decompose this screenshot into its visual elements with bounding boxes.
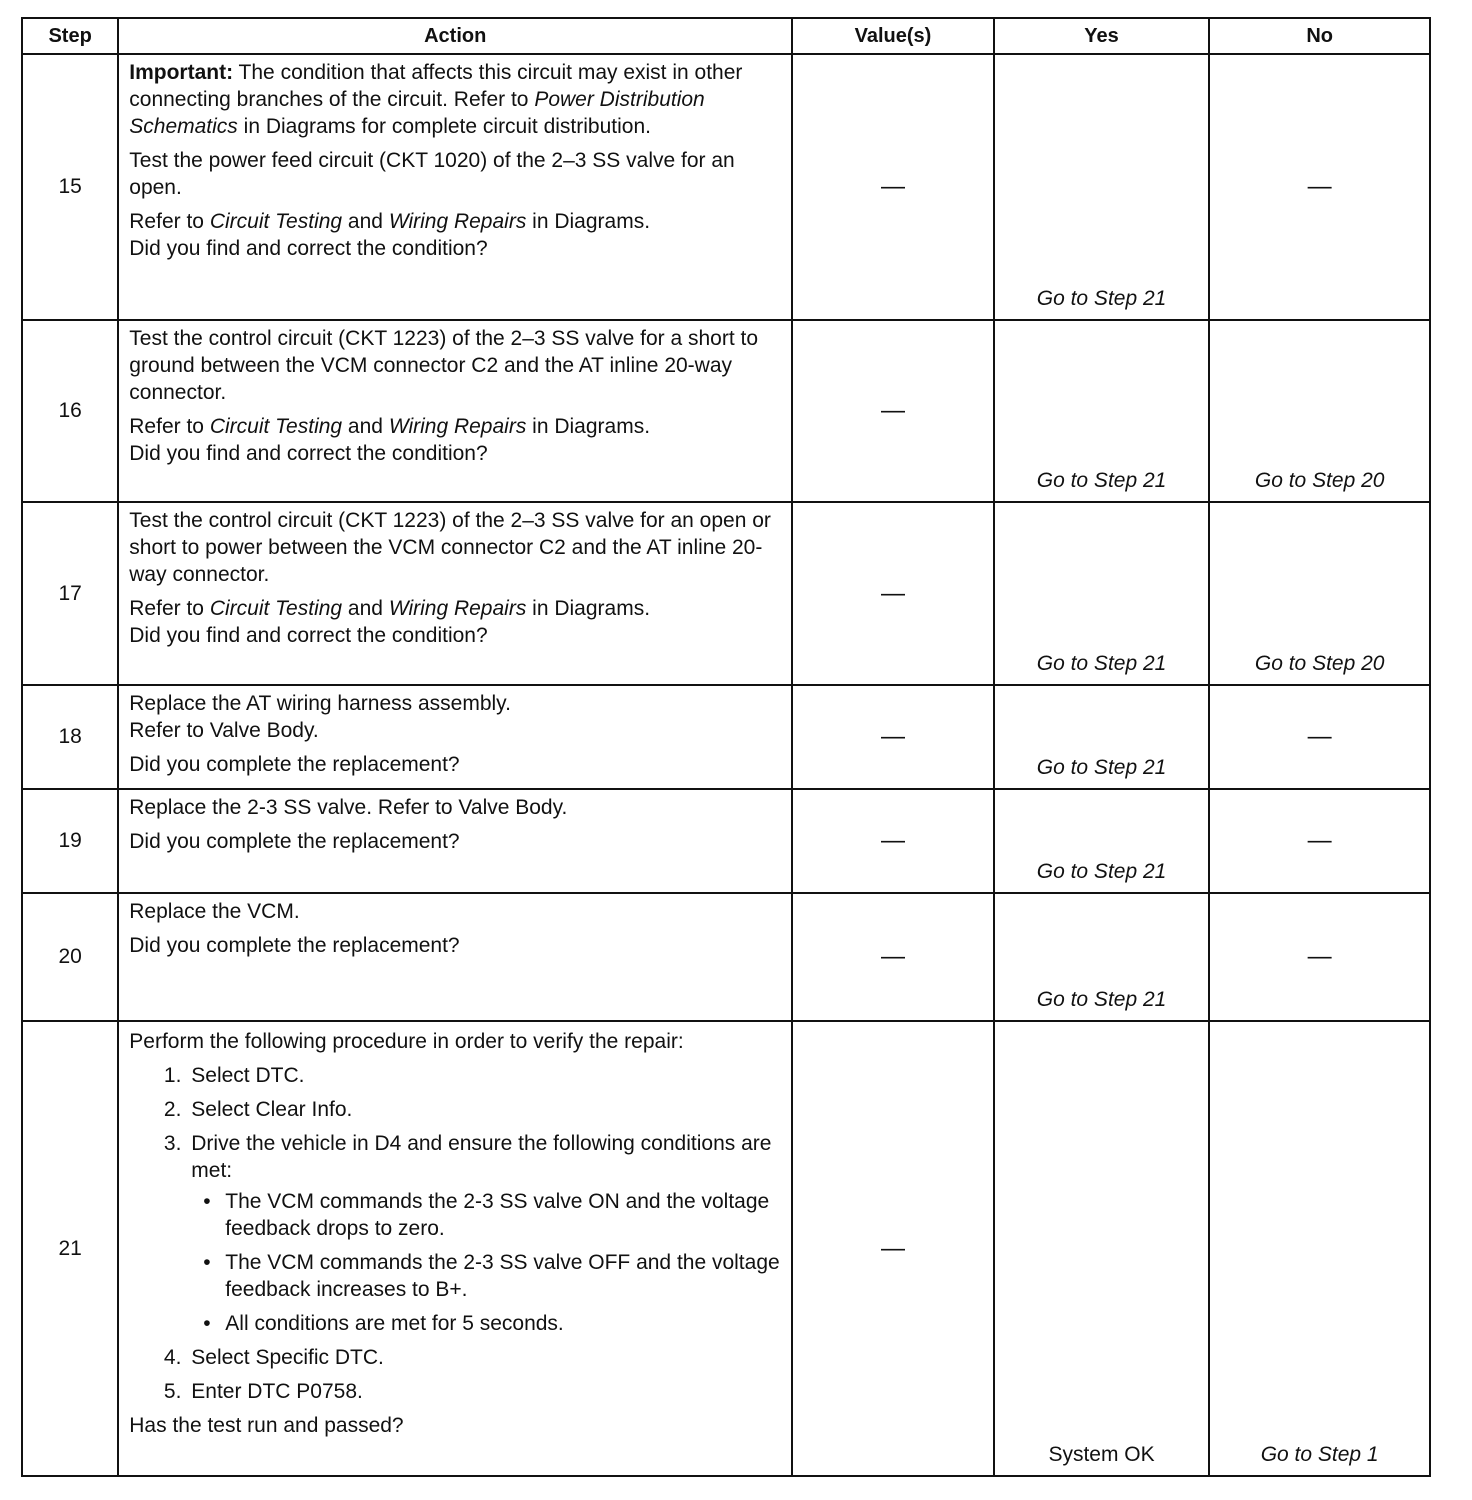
action-cell: [118, 685, 792, 789]
step-number: 18: [22, 685, 118, 789]
reference-link: Wiring Repairs: [388, 597, 527, 620]
procedure-steps: [129, 1062, 783, 1405]
value-cell: —: [792, 685, 994, 789]
list-item: • The VCM commands the 2-3 SS valve OFF and the voltage feedback increases to B+.: [223, 1249, 783, 1303]
question-text: Has the test run and passed?: [129, 1414, 404, 1437]
refer-and: and: [342, 597, 389, 620]
diagnostic-table: [21, 17, 1431, 1477]
value-cell: —: [792, 1021, 994, 1476]
list-item: [187, 1130, 783, 1337]
list-item: 1. Select DTC.: [187, 1062, 783, 1089]
reference-link: Wiring Repairs: [388, 415, 527, 438]
header-action: Action: [118, 18, 792, 54]
reference-link: Power Distribution Schematics: [129, 88, 705, 138]
header-yes: Yes: [994, 18, 1210, 54]
action-text: Test the control circuit (CKT 1223) of the 2–3 SS valve for a short to ground between the VCM connector C2 and the AT inline 20-way connector.: [129, 327, 759, 404]
list-item: • The VCM commands the 2-3 SS valve ON and the voltage feedback drops to zero.: [223, 1188, 783, 1242]
table-row: [22, 685, 1430, 789]
step-number: 19: [22, 789, 118, 893]
step-number: 17: [22, 502, 118, 685]
list-item: 4. Select Specific DTC.: [187, 1344, 783, 1371]
question-text: Did you find and correct the condition?: [129, 237, 488, 260]
question-text: Did you complete the replacement?: [129, 830, 460, 853]
refer-prefix: Refer to: [129, 415, 210, 438]
header-step: Step: [22, 18, 118, 54]
table-row: [22, 1021, 1430, 1476]
reference-link: Circuit Testing: [209, 415, 343, 438]
refer-and: and: [342, 210, 389, 233]
value-cell: —: [792, 320, 994, 502]
action-text: Perform the following procedure in order to verify the repair:: [129, 1030, 684, 1053]
yes-cell: Go to Step 21: [994, 893, 1210, 1021]
refer-text: [129, 595, 783, 622]
action-text: Replace the VCM.: [129, 900, 300, 923]
table-row: [22, 502, 1430, 685]
question-text: Did you complete the replacement?: [129, 753, 460, 776]
no-cell: —: [1209, 893, 1430, 1021]
yes-cell: Go to Step 21: [994, 54, 1210, 320]
action-text: Replace the 2-3 SS valve. Refer to Valve Body.: [129, 796, 568, 819]
no-cell: Go to Step 20: [1209, 502, 1430, 685]
list-item-text: Drive the vehicle in D4 and ensure the following conditions are met:: [191, 1132, 772, 1182]
action-text: Test the control circuit (CKT 1223) of the 2–3 SS valve for an open or short to power between the VCM connector C2 and the AT inline 20-way connector.: [129, 509, 771, 586]
no-cell: —: [1209, 54, 1430, 320]
value-cell: —: [792, 502, 994, 685]
value-cell: —: [792, 54, 994, 320]
step-number: 21: [22, 1021, 118, 1476]
condition-list: [191, 1188, 783, 1337]
value-cell: —: [792, 893, 994, 1021]
list-item: • All conditions are met for 5 seconds.: [223, 1310, 783, 1337]
action-cell: [118, 54, 792, 320]
value-cell: —: [792, 789, 994, 893]
action-text: Replace the AT wiring harness assembly.: [129, 692, 511, 715]
important-label: Important:: [129, 61, 234, 84]
header-values: Value(s): [792, 18, 994, 54]
yes-cell: System OK: [994, 1021, 1210, 1476]
action-cell: [118, 1021, 792, 1476]
refer-text: Refer to Valve Body.: [129, 719, 319, 742]
list-item: 5. Enter DTC P0758.: [187, 1378, 783, 1405]
note-tail: in Diagrams for complete circuit distribution.: [237, 115, 651, 138]
refer-tail: in Diagrams.: [526, 210, 651, 233]
yes-cell: Go to Step 21: [994, 320, 1210, 502]
step-number: 16: [22, 320, 118, 502]
action-text: Test the power feed circuit (CKT 1020) of the 2–3 SS valve for an open.: [129, 149, 735, 199]
no-cell: —: [1209, 789, 1430, 893]
action-cell: [118, 893, 792, 1021]
note-text: The condition that affects this circuit may exist in other connecting branches of the circuit. Refer to: [129, 61, 743, 111]
reference-link: Circuit Testing: [209, 597, 343, 620]
yes-cell: Go to Step 21: [994, 789, 1210, 893]
action-cell: [118, 789, 792, 893]
question-text: Did you find and correct the condition?: [129, 442, 488, 465]
yes-cell: Go to Step 21: [994, 685, 1210, 789]
no-cell: Go to Step 1: [1209, 1021, 1430, 1476]
action-cell: [118, 320, 792, 502]
header-row: [22, 18, 1430, 54]
step-number: 20: [22, 893, 118, 1021]
question-text: Did you find and correct the condition?: [129, 624, 488, 647]
step-number: 15: [22, 54, 118, 320]
reference-link: Wiring Repairs: [388, 210, 527, 233]
table-row: [22, 893, 1430, 1021]
refer-prefix: Refer to: [129, 597, 210, 620]
refer-and: and: [342, 415, 389, 438]
question-text: Did you complete the replacement?: [129, 934, 460, 957]
reference-link: Circuit Testing: [209, 210, 343, 233]
no-cell: Go to Step 20: [1209, 320, 1430, 502]
refer-tail: in Diagrams.: [526, 597, 651, 620]
action-cell: [118, 502, 792, 685]
table-row: [22, 789, 1430, 893]
table-row: [22, 54, 1430, 320]
header-no: No: [1209, 18, 1430, 54]
refer-tail: in Diagrams.: [526, 415, 651, 438]
refer-text: [129, 413, 783, 440]
refer-text: [129, 208, 783, 235]
refer-prefix: Refer to: [129, 210, 210, 233]
important-note: [129, 59, 783, 140]
no-cell: —: [1209, 685, 1430, 789]
list-item: 2. Select Clear Info.: [187, 1096, 783, 1123]
table-row: [22, 320, 1430, 502]
yes-cell: Go to Step 21: [994, 502, 1210, 685]
